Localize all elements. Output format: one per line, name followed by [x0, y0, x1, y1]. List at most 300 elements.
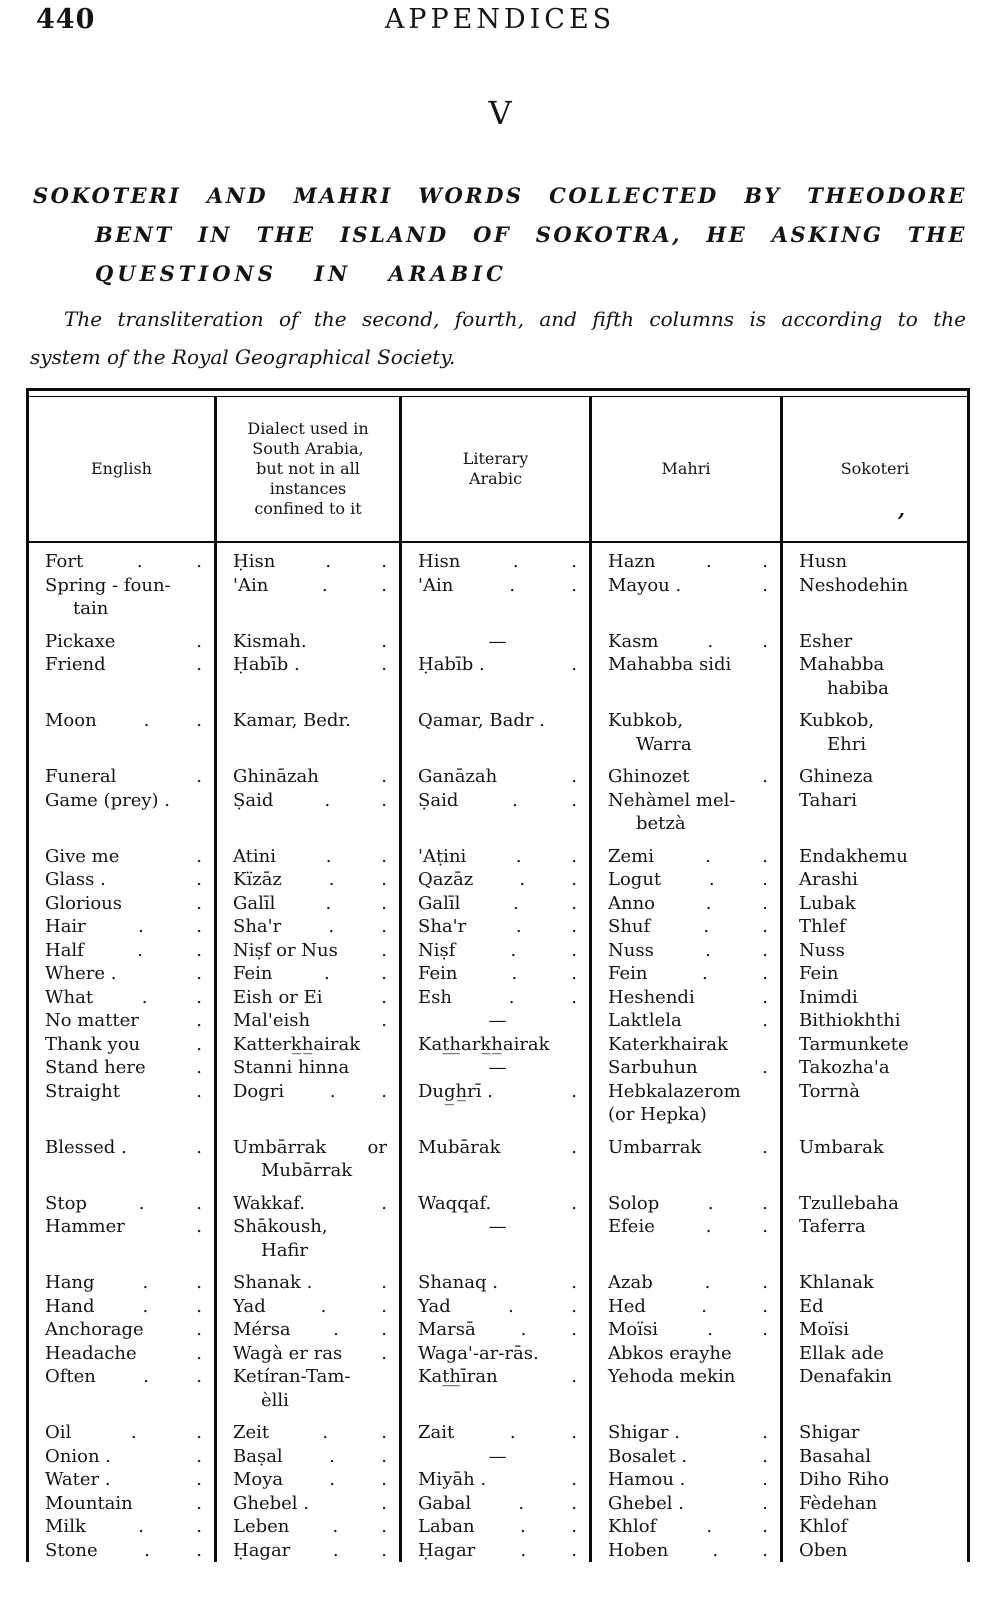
header-cell [780, 397, 967, 543]
table-cell [780, 1295, 967, 1319]
entry-line: Denafakin [799, 1366, 893, 1387]
entry-line [233, 653, 387, 677]
leader-dot: . [571, 845, 577, 867]
leader-dot: . [196, 1492, 202, 1514]
leader-dot: . [196, 1319, 202, 1340]
table-cell [29, 986, 214, 1010]
table-cell [589, 653, 780, 700]
leader-dot: . [571, 869, 577, 890]
word: THE [907, 222, 967, 247]
table-top-rule [29, 388, 967, 397]
leader-dot: . [762, 869, 768, 890]
entry-line [233, 986, 387, 1010]
table-cell [780, 1342, 967, 1366]
page-number: 440 [36, 4, 96, 35]
table-cell [214, 1445, 399, 1469]
entry-text: Yad [233, 1295, 266, 1317]
leader-dot: . [196, 1366, 202, 1387]
word: according [781, 307, 883, 331]
header-line: Arabic [468, 469, 523, 488]
entry-line [233, 574, 387, 598]
leader-dot: . [707, 630, 714, 652]
entry-text: Hang [45, 1272, 95, 1293]
entry-line [608, 1056, 768, 1080]
leader-dot: . [196, 1516, 202, 1537]
entry-text: Fort [45, 551, 84, 572]
leader-dot: . [571, 963, 577, 984]
entry-line [233, 1136, 387, 1160]
table-cell [214, 1009, 399, 1033]
entry-line: habiba [827, 677, 889, 699]
table-cell [780, 1183, 967, 1216]
entry-line: Takozha'a [799, 1057, 890, 1078]
table-cell [29, 1365, 214, 1412]
entry-text: Ḥabīb . [418, 654, 485, 675]
entry-line [233, 1539, 387, 1563]
header-line: Mahri [661, 459, 711, 478]
entry-text: Funeral [45, 766, 117, 787]
leader-dot: . [703, 916, 710, 937]
entry-line: Game (prey) . [45, 789, 170, 811]
leader-dot: . [571, 1319, 577, 1340]
leader-dot: . [381, 1492, 387, 1514]
entry-line [45, 939, 202, 963]
word: THE [256, 222, 316, 247]
table-cell [589, 868, 780, 892]
table-cell [780, 986, 967, 1010]
entry-text: Hazn [608, 551, 656, 572]
table-cell [399, 756, 589, 789]
table-cell [214, 574, 399, 621]
entry-text: Nuss [608, 939, 654, 961]
entry-text: Qazāz [418, 869, 474, 890]
leader-dot: . [381, 1272, 387, 1293]
table-cell [780, 1262, 967, 1295]
table-cell [399, 1365, 589, 1412]
entry-line: Lubak [799, 892, 856, 914]
entry-line [608, 1318, 768, 1342]
leader-dot: . [321, 574, 328, 596]
entry-text: Zait [418, 1422, 455, 1443]
table-cell [780, 1318, 967, 1342]
section-number: V [488, 94, 512, 132]
table-cell [589, 1033, 780, 1057]
entry-line [233, 765, 387, 789]
leader-dot: . [381, 1469, 387, 1490]
entry-line [233, 1421, 387, 1445]
leader-dot: . [571, 986, 577, 1008]
leader-dot: . [333, 1319, 339, 1340]
entry-text: Where . [45, 963, 117, 984]
entry-line [418, 765, 577, 789]
leader-dot: . [762, 845, 768, 867]
table-cell [589, 1295, 780, 1319]
entry-line: Arashi [799, 869, 858, 890]
entry-line [608, 915, 768, 939]
word: OF [473, 222, 512, 247]
entry-line: betzà [636, 813, 686, 834]
header-line: instances [269, 479, 347, 498]
entry-text: Umbārrak [233, 1136, 327, 1158]
leader-dot: . [571, 1492, 577, 1514]
entry-line [45, 962, 202, 986]
table-cell [780, 1080, 967, 1127]
table-cell [780, 1539, 967, 1563]
leader-dot: . [571, 551, 577, 572]
word: and [539, 307, 577, 331]
entry-line [608, 1271, 768, 1295]
word: fifth [592, 307, 635, 331]
leader-dot: . [509, 574, 516, 596]
ink-mark: , [898, 497, 905, 521]
entry-text: Shuf [608, 916, 651, 937]
entry-text: Ḥagar [418, 1539, 476, 1561]
entry-line [608, 962, 768, 986]
leader-dot: . [196, 654, 202, 675]
entry-line: — [488, 1010, 507, 1031]
entry-line: — [488, 1216, 507, 1237]
leader-dot: . [328, 916, 335, 937]
leader-dot: . [196, 630, 202, 652]
leader-dot: . [196, 1469, 202, 1490]
leader-dot: . [196, 845, 202, 867]
table-cell [214, 756, 399, 789]
entry-line: tain [73, 598, 109, 619]
entry-line [608, 868, 768, 892]
entry-text: Gabal [418, 1492, 472, 1514]
leader-dot: . [762, 963, 768, 984]
table-cell [589, 836, 780, 869]
entry-line [233, 630, 387, 654]
entry-line: Bithiokhthi [799, 1010, 901, 1031]
leader-dot: . [196, 1342, 202, 1364]
leader-dot: . [712, 1539, 719, 1561]
leader-dot: . [196, 892, 202, 914]
leader-dot: . [320, 1295, 327, 1317]
leader-dot: . [196, 869, 202, 890]
entry-line [45, 1295, 202, 1319]
table-cell [399, 1468, 589, 1492]
entry-line [418, 915, 577, 939]
entry-text: Waqqaf. [418, 1192, 492, 1214]
leader-dot: . [520, 1516, 526, 1537]
entry-text: Onion . [45, 1445, 111, 1467]
leader-dot: . [571, 916, 577, 937]
entry-line [233, 1342, 387, 1366]
entry-line: Mahabba sidi [608, 654, 732, 675]
table-cell [29, 836, 214, 869]
entry-text: Moïsi [608, 1319, 659, 1340]
table-cell [214, 1215, 399, 1262]
entry-line [45, 1445, 202, 1469]
leader-dot: . [142, 1295, 149, 1317]
leader-dot: . [762, 1010, 768, 1031]
entry-line [608, 550, 768, 574]
table-cell [399, 1056, 589, 1080]
leader-dot: . [196, 1033, 202, 1055]
entry-line [233, 892, 387, 916]
entry-line [608, 1539, 768, 1563]
table-cell [399, 653, 589, 700]
leader-dot: . [329, 1080, 336, 1102]
header-line: but not in all [256, 459, 360, 478]
leader-dot: . [762, 916, 768, 937]
table-cell [780, 1056, 967, 1080]
header-line: Sokoteri [840, 459, 910, 478]
entry-line: Fein [799, 963, 839, 984]
entry-text: Moya [233, 1469, 284, 1490]
leader-dot: . [512, 892, 519, 914]
entry-line: Ehri [827, 733, 867, 755]
entry-line: Kubkob, [799, 710, 875, 731]
table-cell [214, 1342, 399, 1366]
leader-dot: . [571, 1272, 577, 1293]
table-cell [29, 700, 214, 756]
table-cell [589, 789, 780, 836]
entry-line [45, 1468, 202, 1492]
entry-text: Marsā [418, 1319, 476, 1340]
entry-line: Basahal [799, 1445, 872, 1467]
leader-dot: . [196, 1010, 202, 1031]
table-cell [589, 574, 780, 621]
word: ISLAND [340, 222, 449, 247]
entry-line [418, 574, 577, 598]
entry-line: Stanni hinna [233, 1057, 350, 1078]
leader-dot: . [196, 710, 202, 731]
leader-dot: . [196, 551, 202, 572]
entry-text: Kasm [608, 630, 659, 652]
entry-text: Oil [45, 1422, 72, 1443]
table-cell [29, 915, 214, 939]
table-cell [589, 986, 780, 1010]
leader-dot: . [138, 916, 144, 937]
leader-dot: . [381, 869, 387, 890]
leader-dot: . [520, 1319, 527, 1340]
entry-line [418, 962, 577, 986]
word: SOKOTRA, [535, 222, 682, 247]
table-cell [399, 1262, 589, 1295]
table-cell [780, 939, 967, 963]
entry-line [45, 1080, 202, 1104]
leader-dot: . [329, 1445, 335, 1467]
leader-dot: . [510, 939, 517, 961]
table-cell [214, 915, 399, 939]
table-cell [589, 756, 780, 789]
table-cell [29, 1127, 214, 1183]
header-line: English [91, 459, 152, 478]
word: of [279, 307, 299, 331]
table-cell [589, 962, 780, 986]
header-line: Dialect used in [247, 419, 369, 438]
table-cell [589, 915, 780, 939]
table-cell [399, 789, 589, 836]
leader-dot: . [762, 574, 768, 596]
leader-dot: . [705, 892, 712, 914]
leader-dot: . [324, 789, 331, 811]
table-cell [29, 574, 214, 621]
entry-text: Half [45, 939, 84, 961]
word: the [933, 307, 966, 331]
entry-text: Esh [418, 986, 452, 1008]
table-cell [214, 1539, 399, 1563]
entry-line: Qamar, Badr . [418, 710, 545, 731]
leader-dot: . [381, 845, 387, 867]
table-cell [589, 1262, 780, 1295]
table-cell [780, 1215, 967, 1262]
word: second, [362, 307, 440, 331]
entry-line [608, 1295, 768, 1319]
entry-text: Sha'r [233, 916, 282, 937]
entry-text: Ghebel . [233, 1492, 309, 1514]
table-cell [214, 789, 399, 836]
entry-text: Hair [45, 916, 86, 937]
table-cell [214, 836, 399, 869]
table-cell [399, 1492, 589, 1516]
table-cell [589, 1365, 780, 1412]
leader-dot: . [196, 1272, 202, 1293]
leader-dot: . [707, 1319, 714, 1340]
entry-line [418, 1318, 577, 1342]
entry-text: Baṣal [233, 1445, 283, 1467]
word: COLLECTED [549, 183, 719, 208]
entry-line: Tahari [799, 789, 858, 811]
word: IN [198, 222, 233, 247]
leader-dot: . [325, 892, 332, 914]
table-cell [399, 962, 589, 986]
word: transliteration [117, 307, 264, 331]
entry-line: Ed [799, 1295, 824, 1317]
entry-line [233, 1445, 387, 1469]
leader-dot: . [571, 1516, 577, 1537]
entry-text: Ṣaid [233, 789, 274, 811]
entry-line: Endakhemu [799, 845, 908, 867]
leader-dot: . [762, 986, 768, 1008]
leader-dot: . [136, 551, 143, 572]
leader-dot: . [508, 1295, 514, 1317]
table-cell [29, 756, 214, 789]
entry-line [418, 1136, 577, 1160]
table-cell [399, 1445, 589, 1469]
leader-dot: . [381, 789, 387, 811]
entry-line: Hafir [261, 1239, 309, 1261]
leader-dot: . [322, 1422, 329, 1443]
leader-dot: . [762, 1272, 768, 1293]
entry-line [418, 1468, 577, 1492]
table-cell [214, 1033, 399, 1057]
word: AND [206, 183, 269, 208]
entry-line [233, 1468, 387, 1492]
entry-text: Ḥagar [233, 1539, 291, 1561]
leader-dot: . [762, 1445, 768, 1467]
entry-line: Hebkalazerom [608, 1080, 741, 1102]
entry-text: Anno [608, 892, 656, 914]
leader-dot: . [762, 766, 768, 787]
entry-text: Fein [233, 963, 273, 984]
table-cell [589, 621, 780, 654]
leader-dot: . [381, 1516, 387, 1537]
leader-dot: . [332, 1539, 339, 1561]
entry-line [233, 915, 387, 939]
table-cell [589, 1080, 780, 1127]
table-cell [589, 1318, 780, 1342]
leader-dot: . [328, 869, 335, 890]
table-cell [780, 836, 967, 869]
table-cell [399, 915, 589, 939]
leader-dot: . [511, 963, 518, 984]
table-cell [29, 962, 214, 986]
entry-text: Niṣf [418, 939, 456, 961]
table-cell [29, 1492, 214, 1516]
entry-line: Tarmunkete [799, 1033, 909, 1055]
entry-line: èlli [261, 1389, 289, 1411]
entry-line: Inimdi [799, 986, 858, 1008]
entry-text: Moon [45, 710, 97, 731]
table-cell [214, 986, 399, 1010]
table-cell [589, 1056, 780, 1080]
table-cell [214, 1412, 399, 1445]
entry-text: Ghināzah [233, 766, 319, 787]
table-cell [29, 1033, 214, 1057]
table-cell [29, 1342, 214, 1366]
entry-line: Ghineza [799, 766, 874, 787]
entry-line: Taferra [799, 1216, 866, 1237]
leader-dot: . [381, 1010, 387, 1031]
entry-text: Umbarrak [608, 1136, 702, 1158]
entry-line: (or Hepka) [608, 1104, 707, 1125]
entry-text: Ghebel . [608, 1492, 684, 1514]
table-cell [589, 1127, 780, 1183]
table-cell [214, 1318, 399, 1342]
entry-text: No matter [45, 1010, 139, 1031]
entry-text: Hisn [418, 551, 461, 572]
entry-line [45, 630, 202, 654]
leader-dot: . [138, 1516, 144, 1537]
table-cell [214, 700, 399, 756]
leader-dot: . [571, 1136, 577, 1158]
leader-dot: . [381, 986, 387, 1008]
table-cell [29, 892, 214, 916]
entry-line [418, 1295, 577, 1319]
table-cell [214, 1080, 399, 1127]
entry-text: Sha'r [418, 916, 467, 937]
entry-line [418, 653, 577, 677]
table-cell [29, 1056, 214, 1080]
entry-line: Diho Riho [799, 1469, 890, 1490]
leader-dot: . [381, 1295, 387, 1317]
leader-dot: . [571, 766, 577, 787]
entry-line [45, 1136, 202, 1160]
entry-line: Spring - foun- [45, 574, 171, 596]
table-cell [214, 1056, 399, 1080]
entry-line [418, 1192, 577, 1216]
vocab-table [26, 388, 970, 1562]
entry-text: Blessed . [45, 1136, 127, 1158]
entry-text: Ḥabīb . [233, 654, 300, 675]
leader-dot: . [762, 1192, 768, 1214]
leader-dot: . [329, 1469, 336, 1490]
entry-line [45, 550, 202, 574]
table-cell [780, 574, 967, 621]
entry-text: Straight [45, 1080, 121, 1102]
leader-dot: . [196, 1057, 202, 1078]
entry-line [45, 1009, 202, 1033]
entry-line [45, 868, 202, 892]
leader-dot: . [130, 1422, 137, 1443]
leader-dot: . [707, 1192, 714, 1214]
table-cell [29, 1262, 214, 1295]
entry-text: Shanak . [233, 1272, 313, 1293]
leader-dot: . [381, 892, 387, 914]
